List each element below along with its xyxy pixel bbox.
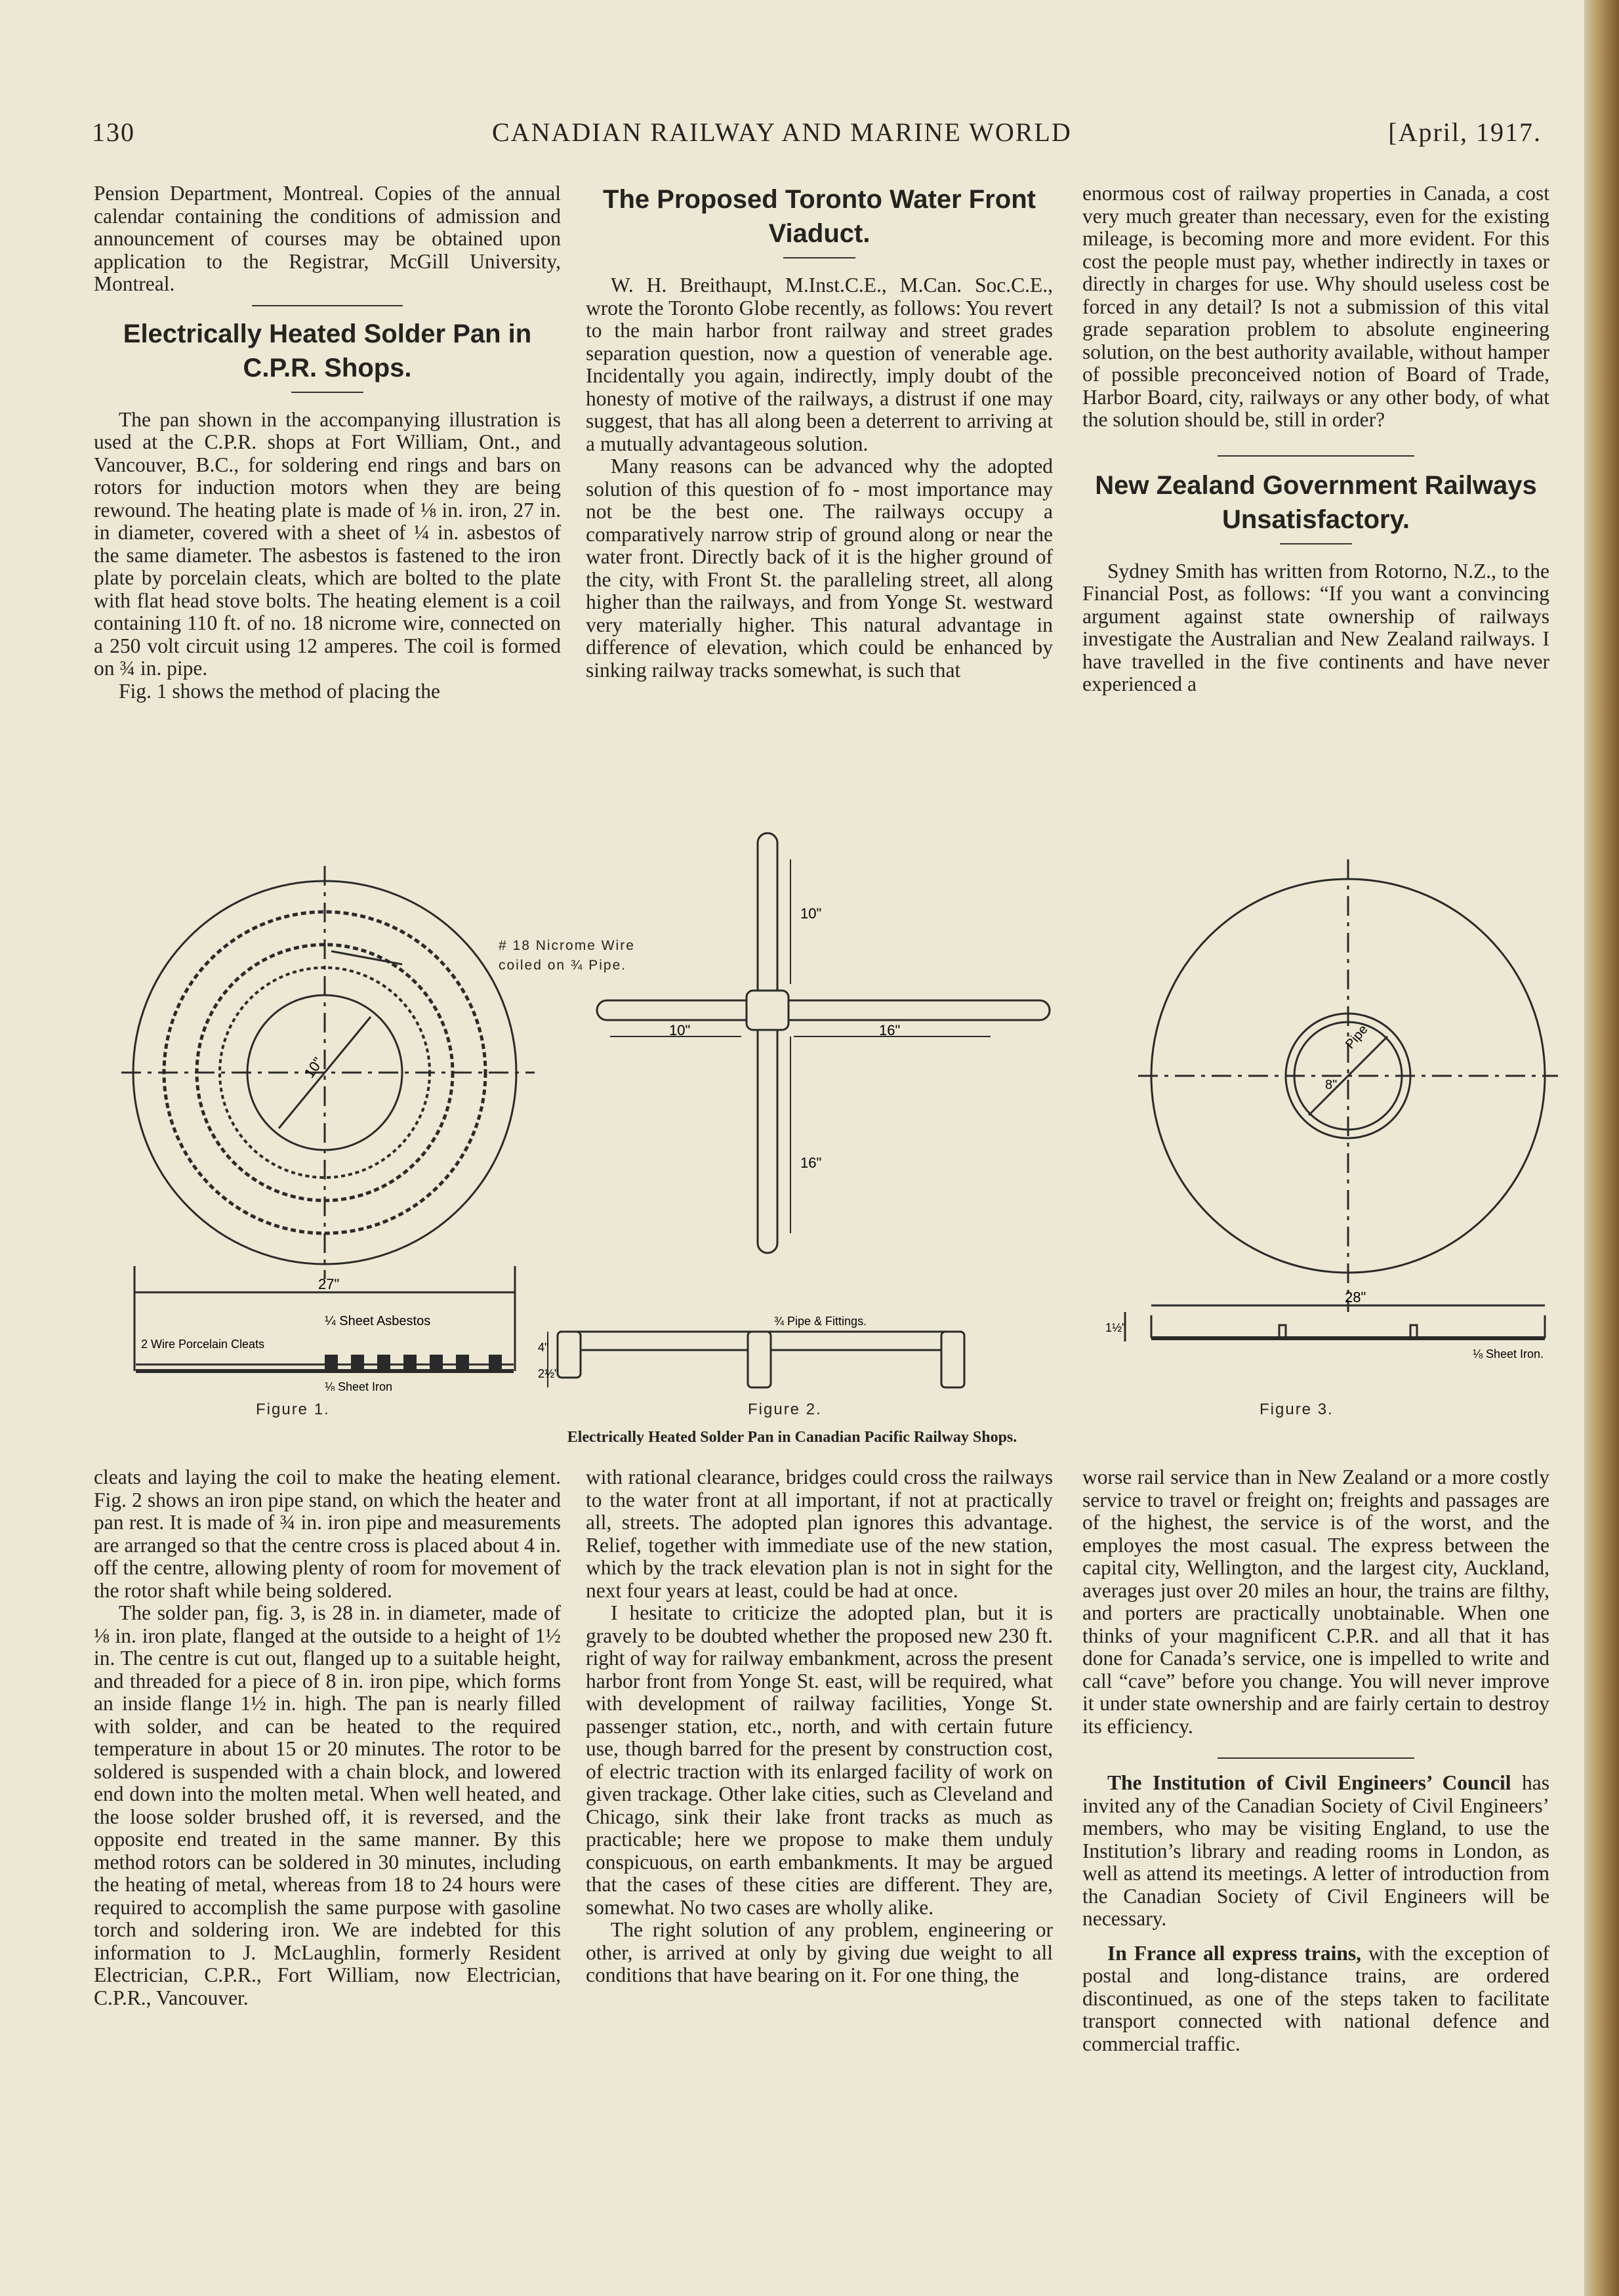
page-header (85, 117, 1542, 156)
divider (1218, 1757, 1414, 1759)
figure-3-iron-label: ⅛ Sheet Iron. (1473, 1347, 1544, 1361)
paragraph: The right solution of any problem, engineering or other, is arrived at only by giving due weight to all conditions that have bearing on it. For one thing, the (586, 1918, 1053, 1986)
figure-1-wire-label: # 18 Nicrome Wire (499, 938, 635, 953)
paragraph: with rational clearance, bridges could cross the railways to the water front at all important, if not at practically all, streets. The adopted plan ignores this advantage. Relief, together with immediate use of the new station, which by the track elevation plan is not in sight for the next four years at least, could be had at once. (586, 1466, 1053, 1602)
paragraph: W. H. Breithaupt, M.Inst.C.E., M.Can. Soc.C.E., wrote the Toronto Globe recently, as follows: You revert to the main harbor front railway and street grades separation question, now a question of venerable age. Incidentally you again, indirectly, imply doubt of the honesty of motive of the railways, a distrust if one may suggest, that has all along been a deterrent to arriving at a mutually advantageous solution. (586, 274, 1053, 455)
figure-1-diameter-label: 10" (300, 1054, 327, 1081)
paragraph: Fig. 1 shows the method of placing the (119, 679, 440, 703)
paragraph-text: with the exception of postal and long-distance trains, are ordered discontinued, as one of the steps taken to facilitate transport connected with national defence and commercial traffic. (1082, 1941, 1549, 2055)
column-2-bottom (586, 1466, 1053, 1987)
paragraph: worse rail service than in New Zealand or a more costly service to travel or freight on; freights and passages are of the highest, the service is of the worst, and the employes the most casual. The express between the capital city, Wellington, and the largest city, Auckland, averages just over 20 miles an hour, the trains are filthy, and porters are practically unobtainable. When one thinks of your magnificent C.P.R. and all that it has done for Canada’s service, one is impelled to write and call “cave” before you change. You will never improve it under state ownership and are fairly certain to destroy its efficiency. (1082, 1466, 1549, 1738)
divider (291, 392, 363, 393)
figure-1-label: Figure 1. (256, 1401, 330, 1418)
divider (1280, 543, 1352, 544)
divider (252, 305, 403, 306)
figure-2-top-dim: 10" (800, 905, 822, 922)
paragraph: The pan shown in the accompanying illustration is used at the C.P.R. shops at Fort William, Ont., and Vancouver, B.C., for soldering end rings and bars on rotors for induction motors when they are being rewound. The heating plate is made of ⅛ in. iron, 27 in. in diameter, covered with a sheet of ¼ in. asbestos of the same diameter. The asbestos is fastened to the iron plate by porcelain cleats, which are bolted to the plate with flat head stove bolts. The heating element is a coil containing 110 ft. of no. 18 nicrome wire, connected on a 250 volt circuit using 12 amperes. The coil is formed on ¾ in. pipe. (94, 407, 561, 680)
figure-1-cleats-label: 2 Wire Porcelain Cleats (141, 1338, 265, 1351)
paragraph: cleats and laying the coil to make the heating element. Fig. 2 shows an iron pipe stand, on which the heater and pan rest. It is made of ¾ in. iron pipe and measurements are arranged so that the centre cross is placed about 4 in. off the centre, allowing plenty of room for movement of the rotor shaft while being soldered. (94, 1466, 561, 1602)
paragraph: Many reasons can be advanced why the adopted solution of this question of fo - most importance may not be the best one. The railways occupy a comparatively narrow strip of ground along or near the water front. Directly back of it is the higher ground of the city, with Front St. the paralleling street, all along higher than the railways, and from Yonge St. westward very materially higher. This natural advantage in difference of elevation, which could be enhanced by sinking railway tracks somewhat, is such that (586, 455, 1053, 682)
figure-3-drawing (1099, 853, 1597, 1378)
figure-3-label: Figure 3. (1260, 1401, 1334, 1418)
paragraph-text: has invited any of the Canadian Society of Civil Engineers’ members, who may be visiting England, to use the Institution’s library and reading rooms in London, as well as attend its meetings. A letter of introduction from the Canadian Society of Civil Engineers will be necessary. (1082, 1771, 1549, 1930)
figure-1-asbestos-label: ¼ Sheet Asbestos (325, 1314, 431, 1328)
column-3-top (1082, 182, 1549, 696)
paragraph (1082, 1772, 1549, 1931)
article-heading: Electrically Heated Solder Pan in C.P.R. Shops. (123, 319, 532, 382)
figure-2-height-2: 2½" (538, 1367, 559, 1380)
figure-caption: Electrically Heated Solder Pan in Canadian Pacific Railway Shops. (567, 1429, 1017, 1446)
issue-date: [April, 1917. (1388, 117, 1542, 147)
paragraph: I hesitate to criticize the adopted plan, but it is gravely to be doubted whether the proposed new 230 ft. right of way for railway embankment, across the present harbor front from Yonge St. east, will be required, what with development of railway facilities, Yonge St. passenger station, etc., north, and with certain future use, though barred for the present by construction cost, of electric traction with its enlarged facility of work on given trackage. Other lake cities, such as Cleveland and Chicago, sink their lake front tracks as much as practicable; here we propose to make them unduly conspicuous, on earth embankments. It may be argued that the cases of these cities are different. They are, somewhat. No two cases are wholly alike. (586, 1601, 1053, 1919)
figure-1-width-label: 27" (318, 1276, 340, 1292)
figure-2-right-dim: 16" (879, 1022, 901, 1038)
figure-2-drawing (538, 827, 1115, 1397)
paragraph: Pension Department, Montreal. Copies of the annual calendar containing the conditions of admission and announcement of courses may be obtained upon application to the Registrar, McGill University, Montreal. (94, 182, 561, 295)
column-2-top (586, 182, 1053, 682)
article-heading: New Zealand Government Railways Unsatisfactory. (1095, 470, 1537, 534)
paragraph: Sydney Smith has written from Rotorno, N.Z., to the Financial Post, as follows: “If you want a convincing argument against state ownership of railways investigate the Australian and New Zealand railways. I have travelled in the five continents and have never experienced a (1082, 559, 1549, 695)
lead-in: In France all express trains, (1107, 1941, 1362, 1965)
figure-2-pipe-label: ¾ Pipe & Fittings. (774, 1315, 867, 1328)
figure-2-left-dim: 10" (669, 1022, 691, 1038)
figure-2-bottom-dim: 16" (800, 1155, 822, 1171)
figure-1-iron-label: ⅛ Sheet Iron (325, 1380, 393, 1391)
paragraph (1082, 1942, 1549, 2056)
figure-3-pipe-diameter: 8" (1325, 1078, 1338, 1092)
figure-1-coil-label: coiled on ¾ Pipe. (499, 958, 627, 973)
figure-1-drawing (115, 846, 574, 1391)
figure-2-label: Figure 2. (748, 1401, 822, 1418)
paragraph: The solder pan, fig. 3, is 28 in. in diameter, made of ⅛ in. iron plate, flanged at the outside to a height of 1½ in. The centre is cut out, flanged up to a suitable height, and threaded for a piece of 8 in. iron pipe, which forms an inside flange 1½ in. high. The pan is nearly filled with solder, and can be heated to the required temperature in about 15 or 20 minutes. The rotor to be soldered is suspended with a chain block, and lowered end down into the molten metal. When well heated, and the loose solder brushed off, it is reversed, and the opposite end treated in the same manner. By this method rotors can be soldered in 30 minutes, including the heating of metal, whereas from 18 to 24 hours were required to accomplish the same purpose with gasoline torch and soldering iron. We are indebted for this information to J. McLaughlin, formerly Resident Electrician, C.P.R., Fort William, now Electrician, C.P.R., Vancouver. (94, 1601, 561, 2009)
journal-title: CANADIAN RAILWAY AND MARINE WORLD (492, 117, 1072, 147)
figure-3-height-label: 1½" (1105, 1321, 1126, 1334)
figure-2-height-1: 4" (538, 1341, 549, 1354)
page-binding-edge (1584, 0, 1619, 2296)
figure-3-width-label: 28" (1345, 1289, 1366, 1305)
column-1-top (94, 182, 561, 703)
paragraph: enormous cost of railway properties in Canada, a cost very much greater than necessary, even for the existing mileage, is becoming more and more evident. For this cost the people must pay, whether indirectly in taxes or directly in charges for use. Why should useless cost be forced in any detail? Is not a submission of this vital grade separation problem to absolute engineering solution, on the best authority available, without hamper of possible preconceived notion of Board of Trade, Harbor Board, city, railways or any other body, of what the solution should be, still in order? (1082, 182, 1549, 431)
figure-3-pipe-label: Pipe (1342, 1022, 1371, 1052)
divider (1218, 455, 1414, 457)
divider (783, 257, 855, 258)
figure-panel (79, 827, 1574, 1417)
lead-in: The Institution of Civil Engineers’ Council (1107, 1771, 1511, 1794)
column-1-bottom (94, 1466, 561, 2009)
page-number: 130 (92, 117, 135, 147)
article-heading: The Proposed Toronto Water Front Viaduct. (603, 185, 1036, 248)
column-3-bottom (1082, 1466, 1549, 2055)
